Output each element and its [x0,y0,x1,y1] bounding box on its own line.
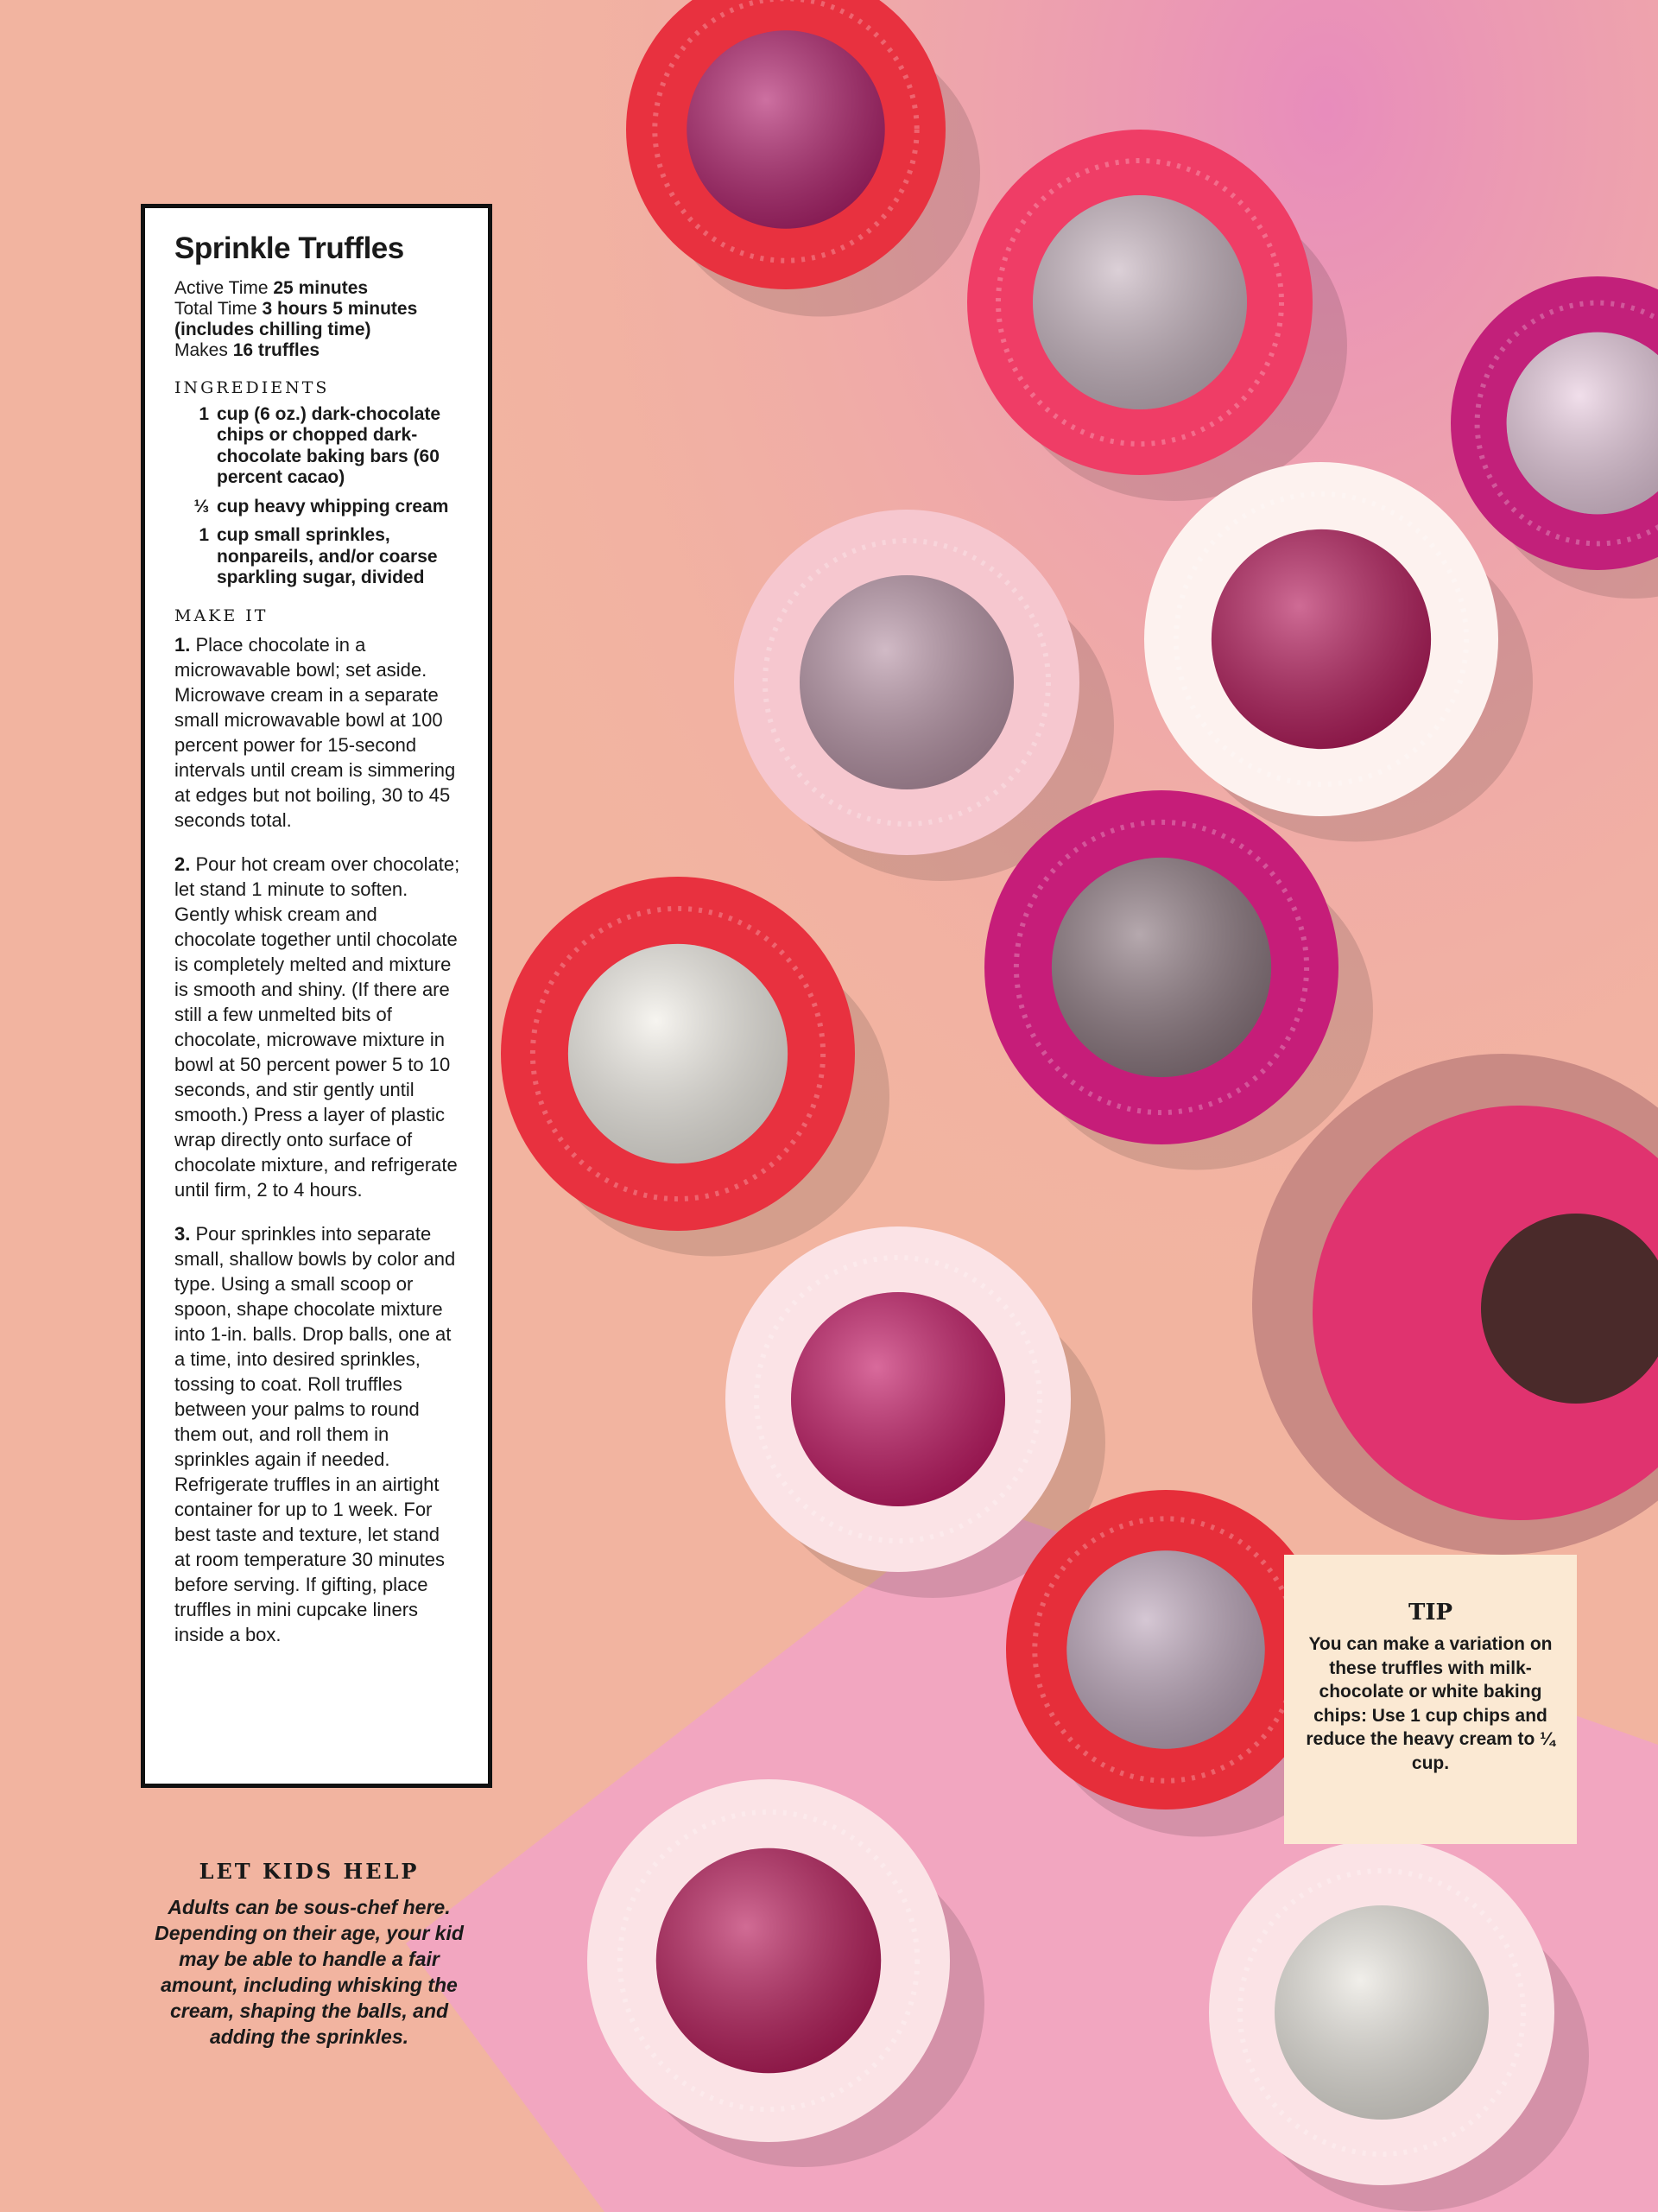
active-time-label: Active Time [174,277,269,298]
tip-box [1284,1555,1577,1844]
step-number: 1. [174,633,191,656]
total-time-value: 3 hours 5 minutes (includes chilling time) [174,298,418,339]
steps-list [174,632,460,1647]
ingredient-amount: 1 [199,525,209,545]
total-time-label: Total Time [174,298,257,319]
ingredients-heading: INGREDIENTS [174,377,330,397]
step-text: Pour hot cream over chocolate; let stand 1 minute to soften. Gently whisk cream and chocolate together until chocolate is completely melted and mixture is smooth and shiny. (If there are still a few unmelted bits of chocolate, microwave mixture in bowl at 50 percent power 5 to 10 seconds, and stir gently until smooth.) Press a layer of plastic wrap directly onto surface of chocolate mixture, and refrigerate until firm, 2 to 4 hours. [174,852,460,1201]
ingredient-amount: 1 [199,403,209,424]
kids-help-box [154,1859,465,2050]
makes-label: Makes [174,339,228,360]
ingredient-text: cup (6 oz.) dark-chocolate chips or chopped dark-chocolate baking bars (60 percent cacao) [217,403,441,487]
method-heading: MAKE IT [174,605,269,625]
kids-help-text: Adults can be sous-chef here. Depending on their age, your kid may be able to handle a fair amount, including whisking the cream, shaping the balls, and adding the sprinkles. [155,1896,464,2048]
active-time-value: 25 minutes [273,277,369,298]
step [174,1221,460,1647]
ingredient-text: cup heavy whipping cream [217,496,449,517]
step-text: Pour sprinkles into separate small, shallow bowls by color and type. Using a small scoop or spoon, shape chocolate mixture into 1-in. balls. Drop balls, one at a time, into desired sprinkles, tossing to coat. Roll truffles between your palms to round them out, and roll them in sprinkles again if needed. Refrigerate truffles in an airtight container for up to 1 week. For best taste and texture, let stand at room temperature 30 minutes before serving. If gifting, place truffles in mini cupcake liners inside a box. [174,1222,456,1645]
ingredient-amount: ⅓ [193,496,209,517]
recipe-title: Sprinkle Truffles [174,231,404,265]
ingredient-item [174,525,460,589]
step-number: 3. [174,1222,191,1245]
makes-value: 16 truffles [232,339,320,360]
ingredient-text: cup small sprinkles, nonpareils, and/or coarse sparkling sugar, divided [217,525,438,587]
tip-text: You can make a variation on these truffles with milk-chocolate or white baking chips: Use 1 cup chips and reduce the heavy cream to ¼ cup. [1306,1634,1555,1773]
recipe-meta [174,278,460,361]
step [174,852,460,1202]
step [174,632,460,833]
step-number: 2. [174,852,191,875]
kids-help-title: LET KIDS HELP [199,1859,420,1884]
recipe-card [141,204,492,1788]
step-text: Place chocolate in a microwavable bowl; set aside. Microwave cream in a separate small microwavable bowl at 100 percent power for 15-second intervals until cream is simmering at edges but not boiling, 30 to 45 seconds total. [174,633,456,831]
ingredients-list [174,404,460,589]
ingredient-item [174,404,460,489]
tip-title: TIP [1408,1600,1453,1626]
ingredient-item [174,497,460,518]
